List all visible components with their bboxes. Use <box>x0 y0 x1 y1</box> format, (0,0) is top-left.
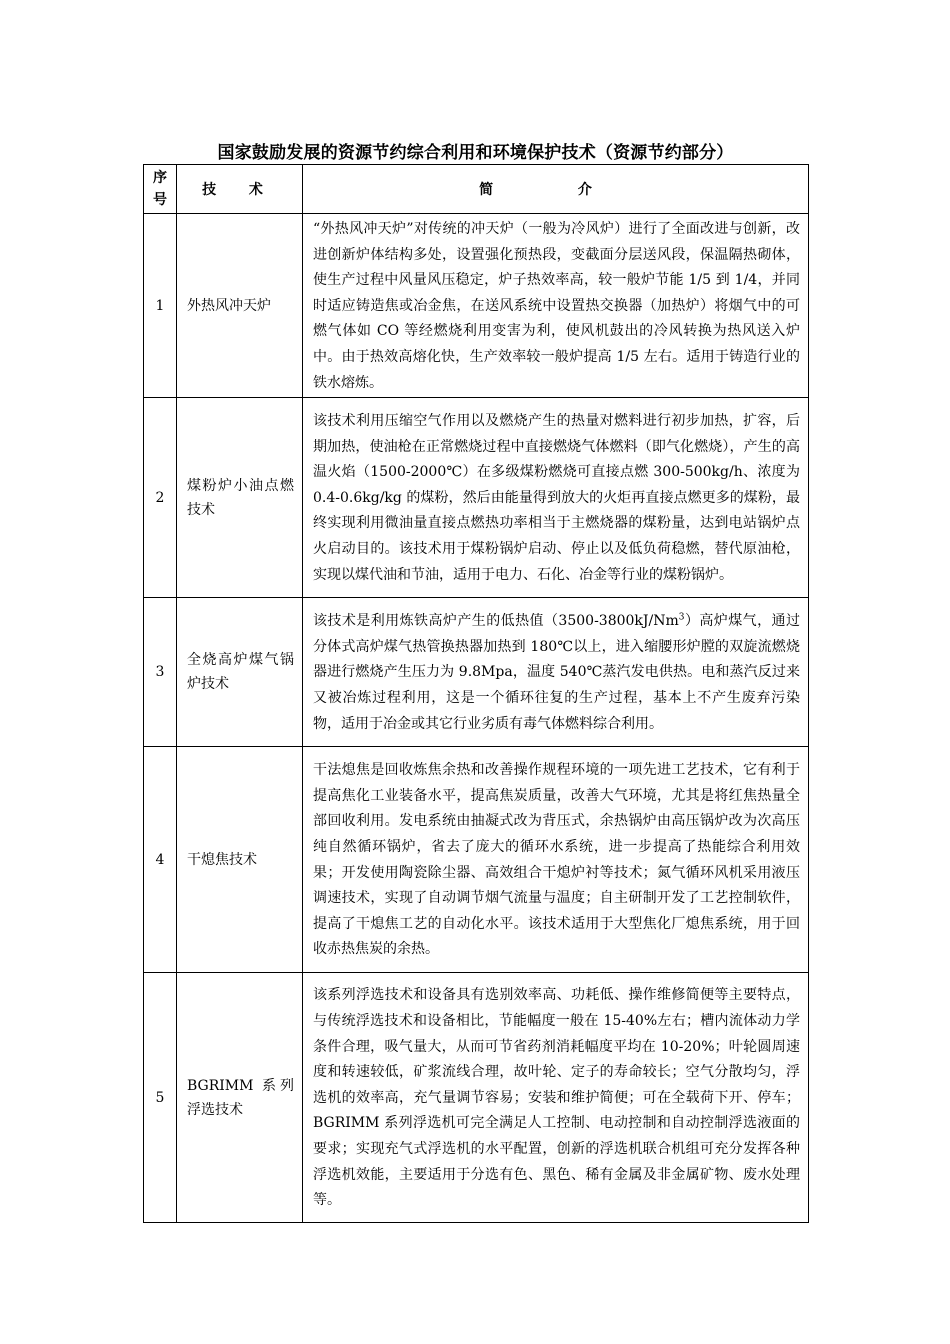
header-number-line2: 号 <box>153 192 167 208</box>
row-technology: 外热风冲天炉 <box>177 214 303 398</box>
header-number <box>144 165 177 214</box>
technology-table <box>143 164 809 1223</box>
header-description <box>303 165 809 214</box>
header-description-label: 简 介 <box>479 182 632 198</box>
table-header-row <box>144 165 809 214</box>
row-description-part2: ）高炉煤气，通过分体式高炉煤气热管换热器加热到 180℃以上，进入缩腰形炉膛的双旋流燃烧器进行燃烧产生压力为 9.8Mpa，温度 540℃蒸汽发电供热。电和蒸汽反过来又被冶炼过程利用，这是一个循环往复的生产过程，基本上不产生废弃污染物，适用于冶金或其它行业劣质有毒气体燃料综合利用。 <box>313 613 800 732</box>
row-number: 4 <box>144 747 177 973</box>
table-row <box>144 973 809 1223</box>
row-technology: BGRIMM 系列浮选技术 <box>177 973 303 1223</box>
header-technology <box>177 165 303 214</box>
table-row <box>144 747 809 973</box>
row-technology: 干熄焦技术 <box>177 747 303 973</box>
row-description <box>303 598 809 747</box>
header-technology-label: 技 术 <box>202 182 277 198</box>
row-number: 1 <box>144 214 177 398</box>
row-number: 3 <box>144 598 177 747</box>
table-row <box>144 398 809 598</box>
row-technology: 全烧高炉煤气锅炉技术 <box>177 598 303 747</box>
row-description: 该系列浮选技术和设备具有选别效率高、功耗低、操作维修简便等主要特点，与传统浮选技术和设备相比，节能幅度一般在 15-40%左右；槽内流体动力学条件合理，吸气量大，从而可节省药剂消耗幅度平均在 10-20%；叶轮圆周速度和转速较低，矿浆流线合理，故叶轮、定子的寿命较长；空气分散均匀，浮选机的效率高，充气量调节容易；安装和维护简便；可在全载荷下开、停车；BGRIMM 系列浮选机可完全满足人工控制、电动控制和自动控制浮选液面的要求；实现充气式浮选机的水平配置，创新的浮选机联合机组可充分发挥各种浮选机效能，主要适用于分选有色、黑色、稀有金属及非金属矿物、废水处理等。 <box>303 973 809 1223</box>
superscript-three: 3 <box>678 612 685 623</box>
row-technology: 煤粉炉小油点燃技术 <box>177 398 303 598</box>
row-description-part1: 该技术是利用炼铁高炉产生的低热值（3500-3800kJ/Nm <box>313 613 679 630</box>
header-number-line1: 序 <box>153 170 167 186</box>
row-description: “外热风冲天炉”对传统的冲天炉（一般为冷风炉）进行了全面改进与创新，改进创新炉体结构多处，设置强化预热段，变截面分层送风段，保温隔热砌体，使生产过程中风量风压稳定，炉子热效率高，较一般炉节能 1/5 到 1/4，并同时适应铸造焦或冶金焦，在送风系统中设置热交换器（加热炉）将烟气中的可燃气体如 CO 等经燃烧利用变害为利，使风机鼓出的冷风转换为热风送入炉中。由于热效高熔化快，生产效率较一般炉提高 1/5 左右。适用于铸造行业的铁水熔炼。 <box>303 214 809 398</box>
document-title: 国家鼓励发展的资源节约综合利用和环境保护技术（资源节约部分） <box>217 143 734 163</box>
row-description: 该技术利用压缩空气作用以及燃烧产生的热量对燃料进行初步加热，扩容，后期加热，使油枪在正常燃烧过程中直接燃烧气体燃料（即气化燃烧），产生的高温火焰（1500-2000℃）在多级煤粉燃烧可直接点燃 300-500kg/h、浓度为 0.4-0.6kg/kg 的煤粉，然后由能量得到放大的火炬再直接点燃更多的煤粉，最终实现利用微油量直接点燃热功率相当于主燃烧器的煤粉量，达到电站锅炉点火启动目的。该技术用于煤粉锅炉启动、停止以及低负荷稳燃，替代原油枪，实现以煤代油和节油，适用于电力、石化、冶金等行业的煤粉锅炉。 <box>303 398 809 598</box>
row-description: 干法熄焦是回收炼焦余热和改善操作规程环境的一项先进工艺技术，它有利于提高焦化工业装备水平，提高焦炭质量，改善大气环境，尤其是将红焦热量全部回收利用。发电系统由抽凝式改为背压式，余热锅炉由高压锅炉改为次高压纯自然循环锅炉，省去了庞大的循环水系统，进一步提高了热能综合利用效果；开发使用陶瓷除尘器、高效组合干熄炉衬等技术；氮气循环风机采用液压调速技术，实现了自动调节烟气流量与温度；自主研制开发了工艺控制软件，提高了干熄焦工艺的自动化水平。该技术适用于大型焦化厂熄焦系统，用于回收赤热焦炭的余热。 <box>303 747 809 973</box>
row-number: 5 <box>144 973 177 1223</box>
row-number: 2 <box>144 398 177 598</box>
table-row <box>144 214 809 398</box>
table-row <box>144 598 809 747</box>
